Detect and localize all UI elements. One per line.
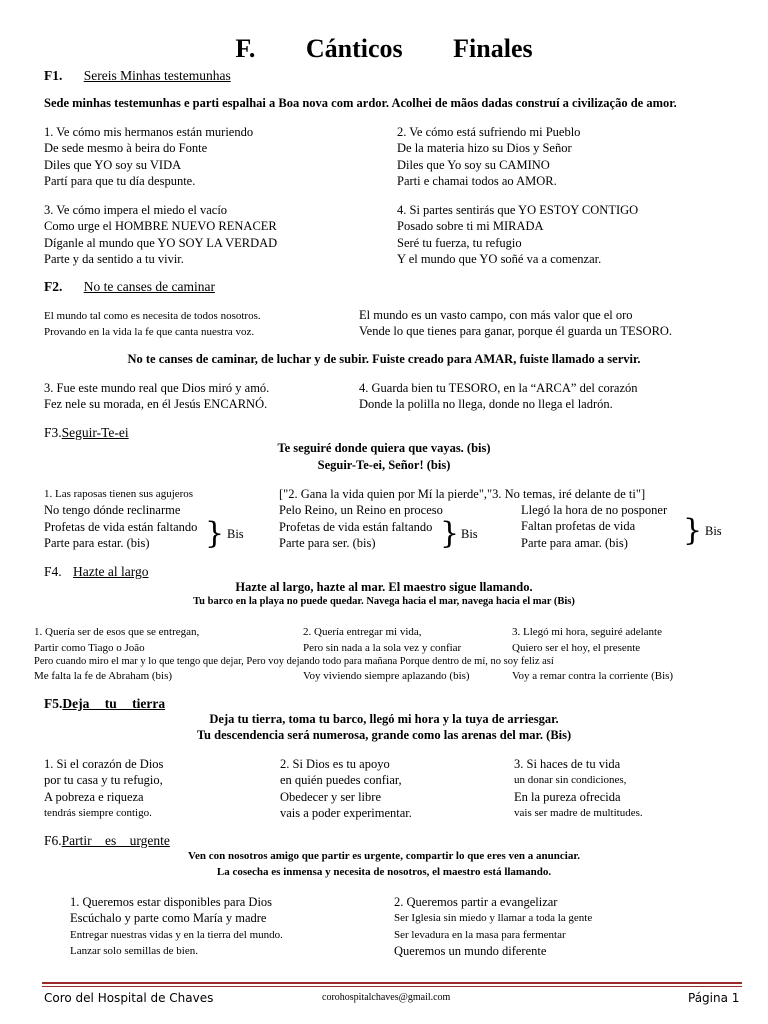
f1-refrain: Sede minhas testemunhas e parti espalhai a Boa nova com ardor. Acolhei de mãos dadas construí a civilização de amor. [44, 96, 677, 110]
f2-code: F2. [44, 279, 63, 294]
verse-line: El mundo tal como es necesita de todos nosotros. [44, 310, 261, 322]
verse-line: Parte y da sentido a tu vivir. [44, 251, 184, 266]
f6-refrain-2: La cosecha es inmensa y necesita de nosotros, el maestro está llamando. [216, 866, 552, 878]
f5-verse-1 [44, 756, 163, 821]
verse-line: A pobreza e riqueza [44, 789, 144, 804]
verse-line: tendrás siempre contigo. [44, 806, 152, 819]
f4-header [44, 564, 148, 580]
f5-refrain-1: Deja tu tierra, toma tu barco, llegó mi hora y la tuya de arriesgar. [209, 712, 559, 726]
verse-line: 1. Si el corazón de Dios [44, 757, 164, 771]
verse-line: Parti e chamai todos ao AMOR. [397, 173, 557, 188]
verse-line: por tu casa y tu refugio, [44, 773, 163, 788]
verse-line: Parte para amar. (bis) [521, 535, 628, 550]
verse-line: 3. Si haces de tu vida [514, 757, 621, 771]
bis-label: Bis [461, 527, 478, 541]
footer-rule-thin [42, 986, 742, 987]
f5-header [44, 696, 165, 712]
f1-verse-2 [397, 124, 580, 189]
f2-verse-2 [359, 307, 672, 340]
verse-line: Seré tu fuerza, tu refugio [397, 235, 522, 250]
f1-code: F1. [44, 68, 63, 83]
f4-wide-line: Pero cuando miro el mar y lo que tengo que dejar, Pero voy dejando todo para mañana Porque dentro de mí, no soy feliz así [34, 656, 554, 667]
verse-line: vais ser madre de multitudes. [514, 806, 643, 819]
verse-line: Lanzar solo semillas de bien. [70, 944, 198, 957]
verse-line: 2. Si Dios es tu apoyo [280, 757, 390, 771]
footer-left: Coro del Hospital de Chaves [44, 991, 214, 1005]
verse-line: 3. Fue este mundo real que Dios miró y amó. [44, 381, 270, 395]
f5-verse-2 [280, 756, 412, 821]
f4-refrain-1: Hazte al largo, hazte al mar. El maestro sigue llamando. [235, 580, 533, 594]
brace-icon: } [440, 516, 460, 551]
verse-line: 2. Quería entregar mi vida, [303, 626, 422, 638]
verse-line: 1. Las raposas tienen sus agujeros [44, 488, 194, 500]
verse-line: Obedecer y ser libre [280, 789, 381, 804]
f3-verse-3 [521, 502, 667, 551]
f2-name: No te canses de caminar [83, 279, 215, 294]
f6-verse-1 [70, 894, 283, 959]
verse-line: Ser Iglesia sin miedo y llamar a toda la gente [394, 912, 593, 925]
verse-line: Donde la polilla no llega, donde no llega el ladrón. [359, 397, 613, 412]
verse-line: Diles que YO soy su VIDA [44, 157, 182, 172]
verse-line: Parte para estar. (bis) [44, 535, 150, 550]
f6-verse-2 [394, 894, 592, 959]
verse-line: En la pureza ofrecida [514, 789, 621, 804]
verse-line: Pero sin nada a la sola vez y confiar [303, 642, 462, 654]
f2-verse-3 [44, 380, 269, 413]
f4-verse-2 [303, 624, 461, 656]
page-title [0, 34, 768, 64]
verse-line: Faltan profetas de vida [521, 519, 636, 534]
title-word-2: Finales [453, 34, 533, 63]
verse-line: Parte para ser. (bis) [279, 535, 376, 550]
footer-page-number: Página 1 [688, 991, 740, 1005]
f3-name: Seguir-Te-ei [61, 425, 129, 440]
brace-icon: } [205, 516, 225, 551]
verse-line: Escúchalo y parte como María y madre [70, 911, 267, 926]
verse-line: 4. Si partes sentirás que YO ESTOY CONTIGO [397, 203, 639, 217]
f6-header [44, 833, 170, 849]
verse-line: De sede mesmo à beira do Fonte [44, 141, 208, 156]
f2-header [44, 279, 215, 295]
f5-verse-3 [514, 756, 643, 821]
f6-code: F6. [44, 833, 62, 848]
verse-line: Vende lo que tienes para ganar, porque él guarda un TESORO. [359, 324, 673, 339]
verse-line: 3. Ve cómo impera el miedo el vacío [44, 203, 228, 217]
footer-rule [42, 982, 742, 984]
f2-refrain: No te canses de caminar, de luchar y de subir. Fuiste creado para AMAR, fuiste llamado a servir. [127, 352, 641, 366]
verse-line: De la materia hizo su Dios y Señor [397, 141, 572, 156]
verse-line: No tengo dónde reclinarme [44, 503, 181, 518]
f3-header [44, 425, 129, 441]
verse-line: Diles que Yo soy su CAMINO [397, 157, 550, 172]
verse-line: 1. Queremos estar disponibles para Dios [70, 895, 273, 909]
f1-verse-3 [44, 202, 277, 267]
f2-verse-1 [44, 308, 261, 340]
verse-line: 1. Quería ser de esos que se entregan, [34, 626, 200, 638]
verse-line: Partí para que tu día despunte. [44, 173, 196, 188]
verse-line: Entregar nuestras vidas y en la tierra del mundo. [70, 928, 283, 941]
verse-line: Díganle al mundo que YO SOY LA VERDAD [44, 235, 278, 250]
verse-line: 2. Ve cómo está sufriendo mi Pueblo [397, 125, 581, 139]
verse-line: ["2. Gana la vida quien por Mí la pierde","3. No temas, iré delante de ti"] [279, 487, 646, 501]
f4-last-2: Voy viviendo siempre aplazando (bis) [303, 670, 470, 682]
title-letter: F. [235, 34, 256, 63]
bis-label: Bis [705, 524, 722, 538]
f3-refrain-1: Te seguiré donde quiera que vayas. (bis) [277, 441, 491, 455]
verse-line: Llegó la hora de no posponer [521, 503, 668, 517]
verse-line: en quién puedes confiar, [280, 773, 402, 788]
verse-line: 4. Guarda bien tu TESORO, en la “ARCA” del corazón [359, 381, 638, 395]
verse-line: un donar sin condiciones, [514, 774, 627, 787]
f4-last-3: Voy a remar contra la corriente (Bis) [512, 670, 674, 682]
verse-line: Quiero ser el hoy, el presente [512, 642, 641, 654]
f5-name: Deja tu tierra [62, 696, 166, 711]
verse-line: 3. Llegó mi hora, seguiré adelante [512, 626, 662, 638]
f2-verse-4 [359, 380, 638, 413]
verse-line: Provando en la vida la fe que canta nuestra voz. [44, 326, 255, 338]
f3-code: F3. [44, 425, 62, 440]
verse-line: Ser levadura en la masa para fermentar [394, 928, 566, 941]
f4-code: F4. [44, 564, 62, 579]
f4-verse-1 [34, 624, 199, 656]
verse-line: El mundo es un vasto campo, con más valor que el oro [359, 308, 633, 322]
verse-line: Como urge el HOMBRE NUEVO RENACER [44, 219, 277, 234]
f1-header [44, 68, 231, 84]
verse-line: Partir como Tiago o João [34, 642, 145, 654]
f4-verse-3 [512, 624, 662, 656]
f1-verse-4 [397, 202, 638, 267]
verse-line: Profetas de vida están faltando [279, 519, 433, 534]
footer-email: corohospitalchaves@gmail.com [322, 992, 451, 1003]
verse-line: Pelo Reino, un Reino en proceso [279, 503, 443, 518]
verse-line: Queremos un mundo diferente [394, 943, 547, 958]
brace-icon: } [683, 513, 703, 548]
f5-refrain-2: Tu descendencia será numerosa, grande como las arenas del mar. (Bis) [196, 728, 572, 742]
verse-line: Fez nele su morada, en él Jesús ENCARNÓ. [44, 397, 268, 412]
verse-line: 1. Ve cómo mis hermanos están muriendo [44, 125, 254, 139]
f1-verse-1 [44, 124, 253, 189]
f5-code: F5. [44, 696, 63, 711]
f1-name: Sereis Minhas testemunhas [83, 68, 231, 83]
verse-line: vais a poder experimentar. [280, 805, 412, 820]
f6-name: Partir es urgente [61, 833, 170, 848]
title-word-1: Cánticos [305, 34, 403, 63]
f6-refrain-1: Ven con nosotros amigo que partir es urgente, compartir lo que eres ven a anunciar. [188, 850, 580, 862]
f4-last-1: Me falta la fe de Abraham (bis) [34, 670, 173, 682]
f4-name: Hazte al largo [73, 564, 149, 579]
verse-line: Profetas de vida están faltando [44, 519, 198, 534]
f4-refrain-2: Tu barco en la playa no puede quedar. Navega hacia el mar, navega hacia el mar (Bis) [193, 596, 575, 607]
f3-refrain-2: Seguir-Te-ei, Señor! (bis) [317, 458, 451, 472]
bis-label: Bis [227, 527, 244, 541]
verse-line: Posado sobre ti mi MIRADA [397, 219, 544, 234]
verse-line: 2. Queremos partir a evangelizar [394, 895, 558, 909]
f3-verse-1 [44, 486, 197, 551]
verse-line: Y el mundo que YO soñé va a comenzar. [397, 251, 602, 266]
